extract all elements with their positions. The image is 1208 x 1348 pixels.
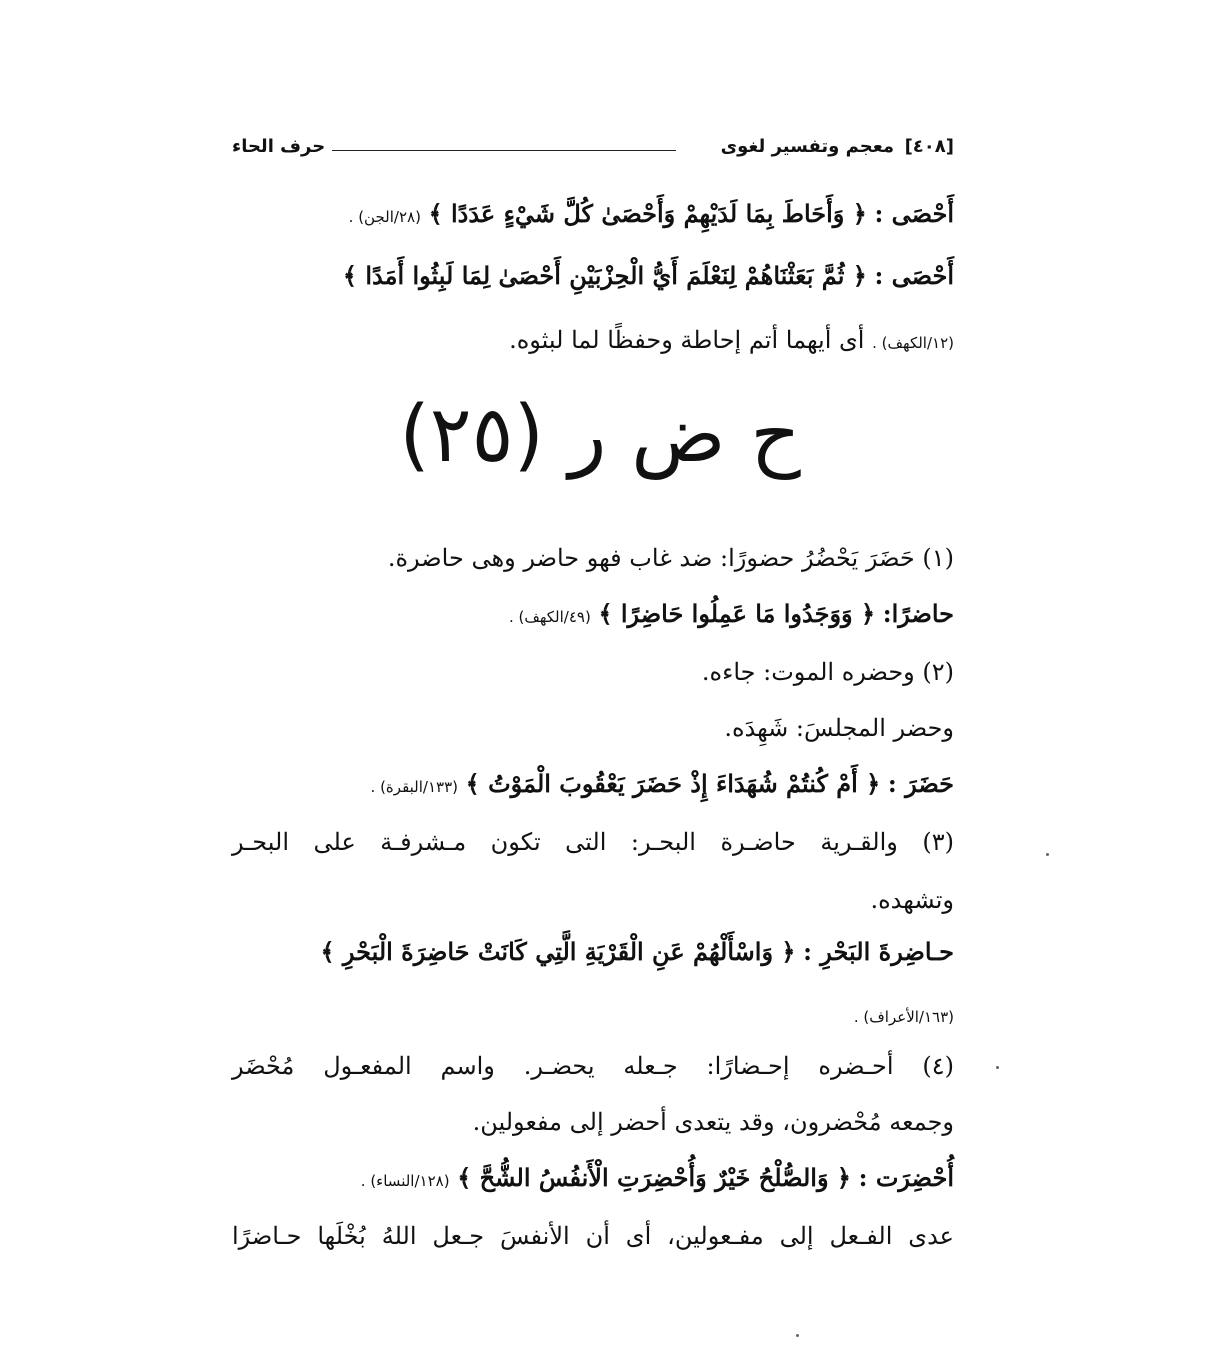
chapter-title: حرف الحاء: [232, 136, 326, 157]
quran-verse: ﴿ ثُمَّ بَعَثْنَاهُمْ لِنَعْلَمَ أَيُّ الْحِزْبَيْنِ أَحْصَىٰ لِمَا لَبِثُوا أَمَدًا ﴾: [342, 261, 867, 290]
entry-line: [232, 1160, 954, 1199]
reference-line: [232, 996, 954, 1035]
body-line: وجمعه مُحْضرون، وقد يتعدى أحضر إلى مفعولين.: [472, 1108, 954, 1136]
verse-reference: (١٦٣/الأعراف) .: [853, 1008, 954, 1026]
entry-word: أَحْصَى :: [874, 199, 954, 228]
entry-word: حَضَرَ :: [887, 769, 954, 798]
scan-speck: [796, 1334, 799, 1337]
quran-verse: ﴿ وَالصُّلْحُ خَيْرٌ وَأُحْضِرَتِ الْأَنفُسُ الشُّحَّ ﴾: [457, 1163, 851, 1192]
entry-line: [232, 766, 954, 805]
body-line: (٢) وحضره الموت: جاءه.: [701, 658, 954, 686]
entry-line: [232, 596, 954, 635]
body-line: (١) حَضَرَ يَحْضُرُ حضورًا: ضد غاب فهو حاضر وهى حاضرة.: [387, 544, 954, 572]
book-title: معجم وتفسير لغوى: [720, 136, 894, 157]
entry-word: حاضرًا:: [882, 599, 954, 628]
body-line: وتشهده.: [870, 886, 954, 914]
root-heading: ح ض ر (٢٥): [399, 390, 801, 480]
quran-verse: ﴿ وَوَجَدُوا مَا عَمِلُوا حَاضِرًا ﴾: [598, 599, 876, 628]
entry-word: أُحْضِرَت :: [858, 1163, 954, 1192]
entry-line: [232, 258, 954, 294]
running-header: [232, 136, 954, 166]
verse-reference: (١٣٣/البقرة) .: [370, 778, 459, 796]
verse-reference: (١٢/الكهف) .: [872, 334, 954, 352]
verse-reference: (١٢٨/النساء) .: [360, 1172, 450, 1190]
quran-verse: ﴿ أَمْ كُنتُمْ شُهَدَاءَ إِذْ حَضَرَ يَعْقُوبَ الْمَوْتُ ﴾: [465, 769, 881, 798]
body-line: (٣) والقـرية حاضـرة البحـر: التى تكون مـشرفـة على البحـر: [232, 828, 954, 856]
explanation-line: [232, 322, 954, 361]
entry-word: أَحْصَى :: [874, 261, 954, 290]
body-line: عدى الفـعل إلى مفـعولين، أى أن الأنفسَ جـعل اللهُ بُخْلَها حـاضرًا: [232, 1222, 954, 1250]
entry-word: حـاضِرةَ البَحْرِ :: [803, 937, 954, 966]
quran-verse: ﴿ وَاسْأَلْهُمْ عَنِ الْقَرْيَةِ الَّتِي كَانَتْ حَاضِرَةَ الْبَحْرِ ﴾: [320, 937, 796, 966]
page-number: [٤٠٨]: [904, 136, 954, 157]
entry-line: [232, 196, 954, 235]
verse-reference: (٢٨/الجن) .: [348, 208, 421, 226]
explanation-text: أى أيهما أتم إحاطة وحفظًا لما لبثوه.: [509, 326, 865, 354]
quran-verse: ﴿ وَأَحَاطَ بِمَا لَدَيْهِمْ وَأَحْصَىٰ كُلَّ شَيْءٍ عَدَدًا ﴾: [428, 199, 867, 228]
body-line: وحضر المجلسَ: شَهِدَه.: [724, 714, 954, 742]
verse-reference: (٤٩/الكهف) .: [508, 608, 591, 626]
scan-speck: [996, 1066, 999, 1069]
header-rule: [332, 150, 676, 151]
entry-line: [232, 934, 954, 970]
scan-speck: [1046, 853, 1049, 856]
body-line: (٤) أحـضره إحـضارًا: جـعله يحضـر. واسم المفعـول مُحْضَر: [232, 1052, 954, 1080]
